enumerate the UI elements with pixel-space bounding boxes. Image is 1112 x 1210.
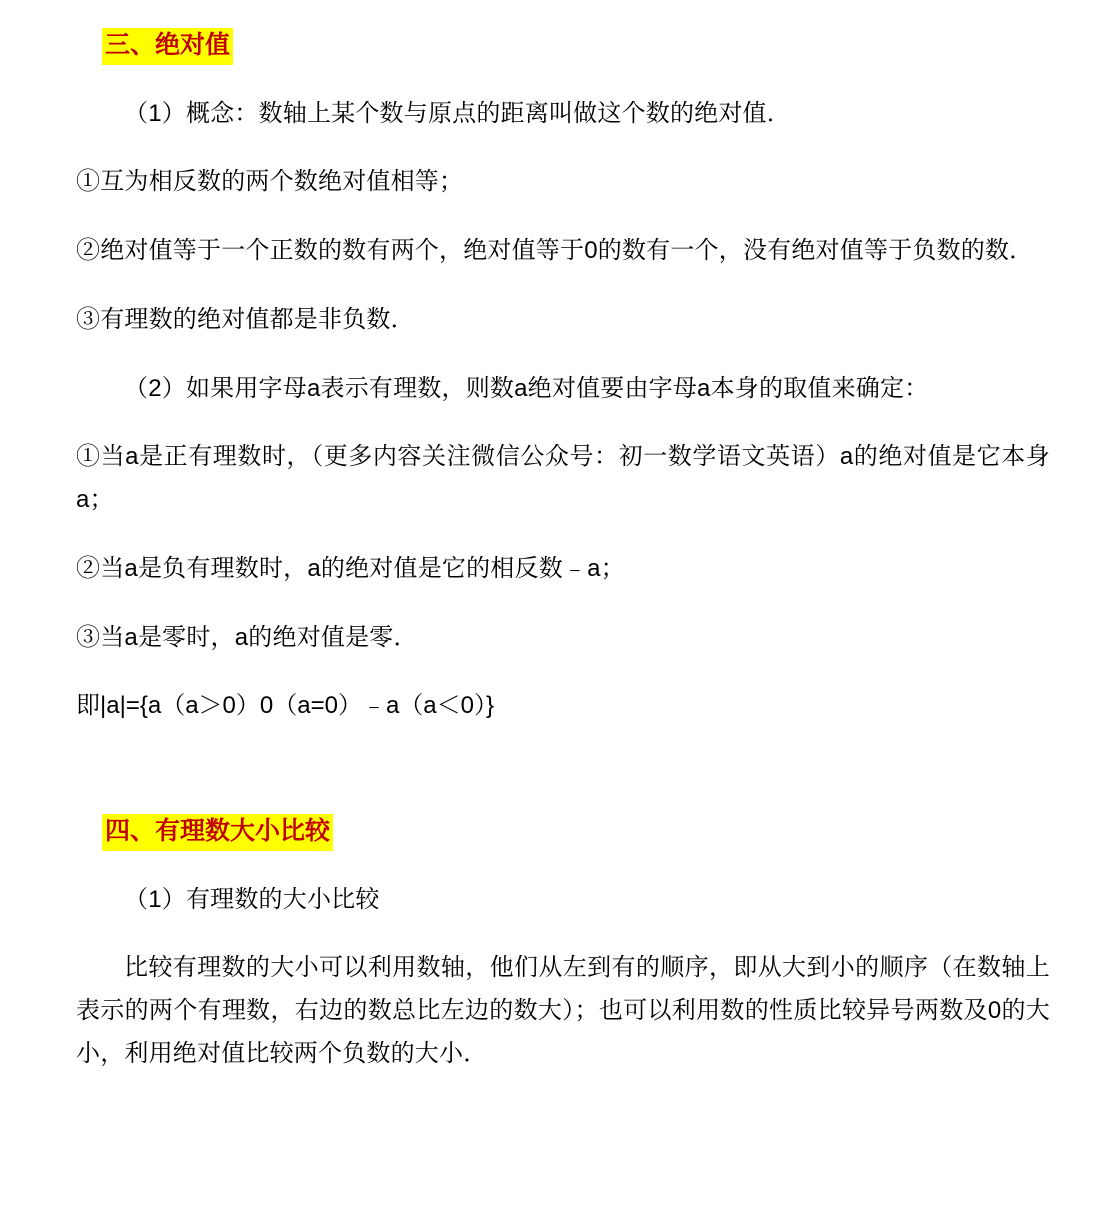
paragraph: ③有理数的绝对值都是非负数． (76, 305, 415, 333)
paragraph: ①互为相反数的两个数绝对值相等； (76, 168, 464, 196)
paragraph: ②绝对值等于一个正数的数有两个，绝对值等于0的数有一个，没有绝对值等于负数的数． (76, 237, 1034, 265)
section-heading-rational-compare (102, 812, 333, 853)
paragraph: ①当a是正有理数时，（更多内容关注微信公众号：初一数学语文英语）a的绝对值是它本身a； (76, 443, 1050, 514)
formula-absolute-value: 即|a|={a（a＞0）0（a=0）﹣a（a＜0）} (76, 692, 495, 720)
paragraph: 比较有理数的大小可以利用数轴，他们从左到有的顺序，即从大到小的顺序（在数轴上表示的两个有理数，右边的数总比左边的数大）；也可以利用数的性质比较异号两数及0的大小，利用绝对值比较两个负数的大小． (76, 954, 1050, 1067)
section-heading-absolute-value (102, 26, 233, 67)
section-heading-row-1 (40, 26, 1072, 67)
section-heading-row-2 (40, 812, 1072, 853)
paragraph: （1）有理数的大小比较 (124, 885, 380, 913)
paragraph: ②当a是负有理数时，a的绝对值是它的相反数﹣a； (76, 554, 625, 582)
paragraph: ③当a是零时，a的绝对值是零． (76, 623, 418, 651)
section-heading-text: 四、有理数大小比较 (102, 814, 333, 851)
paragraph: （1）概念：数轴上某个数与原点的距离叫做这个数的绝对值． (124, 99, 791, 127)
paragraph: （2）如果用字母a表示有理数，则数a绝对值要由字母a本身的取值来确定： (124, 374, 929, 402)
section-heading-text: 三、绝对值 (102, 28, 233, 65)
